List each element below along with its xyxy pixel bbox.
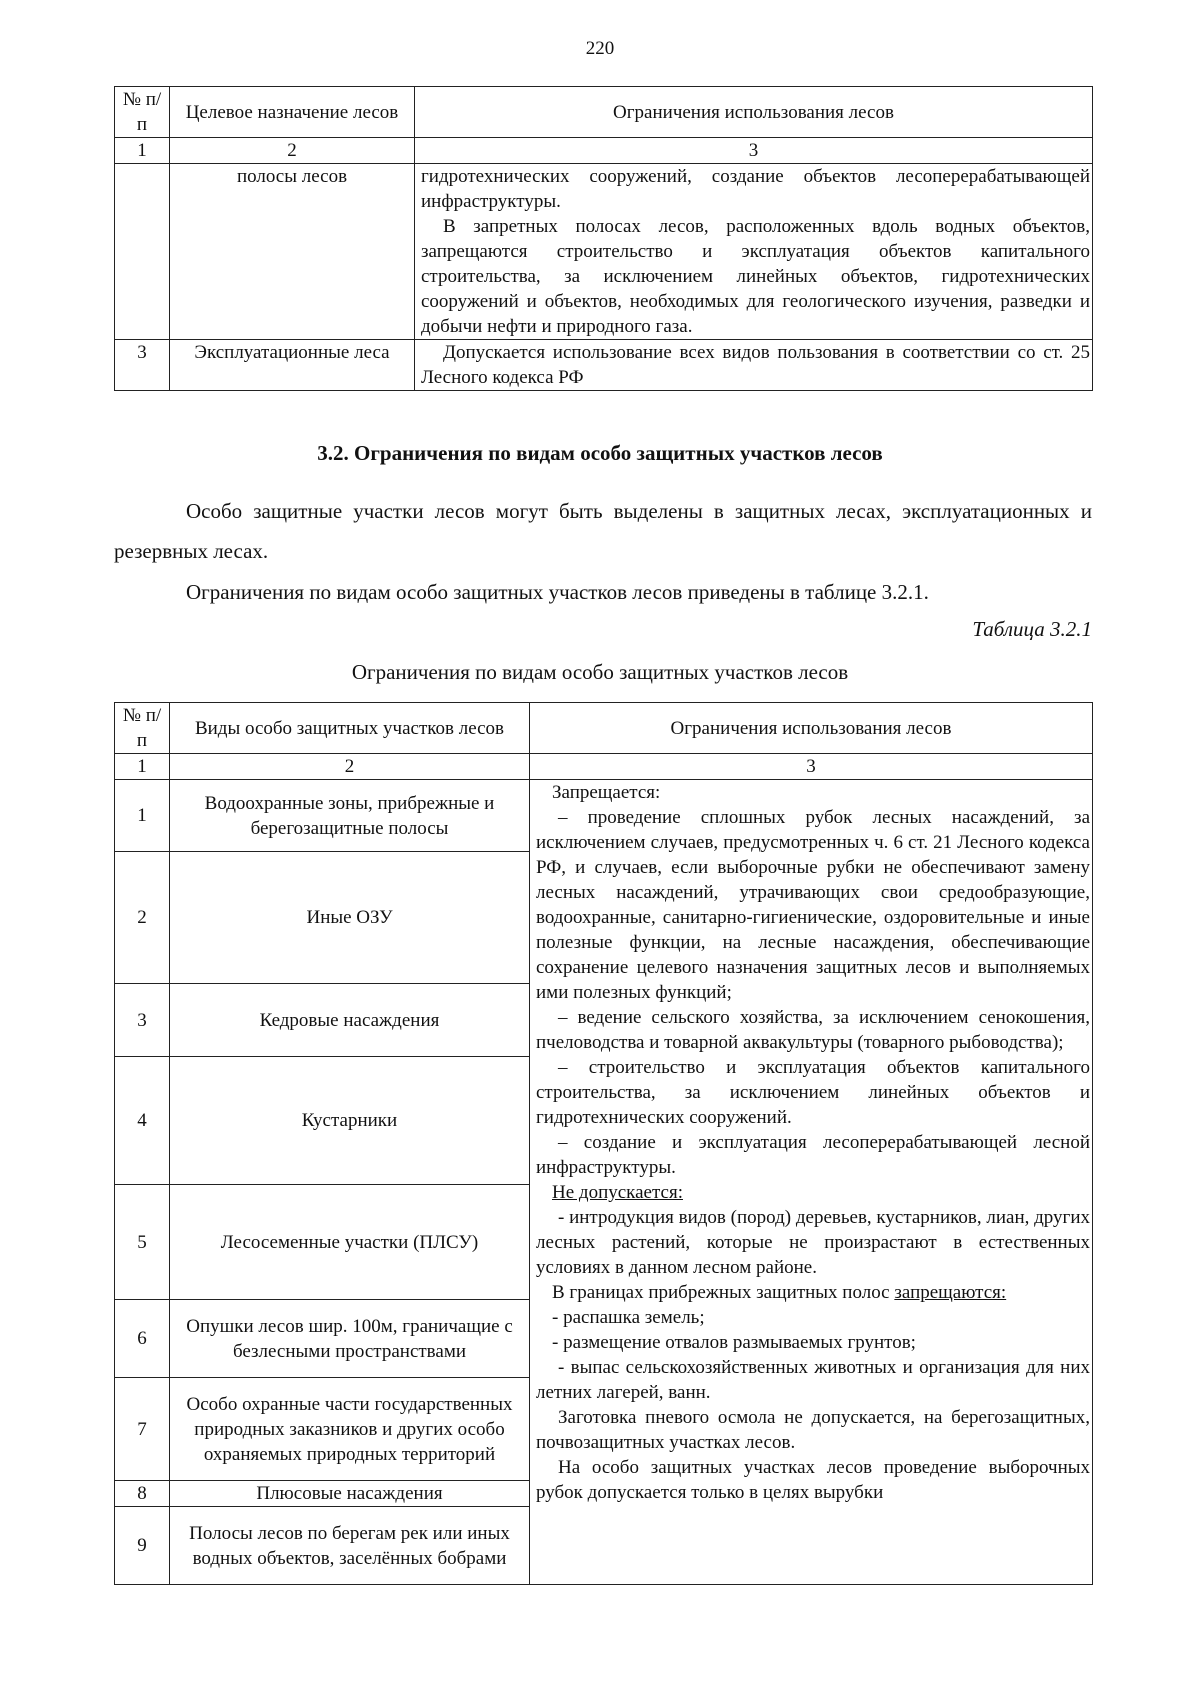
restrictions-cell [530, 780, 1093, 1585]
table-row [115, 780, 1093, 852]
coastal-intro [536, 1280, 1090, 1305]
header-restrictions: Ограничения использования лесов [415, 87, 1093, 138]
column-number: 1 [115, 138, 170, 164]
row-num: 3 [115, 984, 170, 1057]
row-num: 7 [115, 1378, 170, 1481]
row-type: Полосы лесов по берегам рек или иных водных объектов, заселённых бобрами [170, 1507, 530, 1585]
coastal-item: - размещение отвалов размываемых грунтов; [552, 1332, 916, 1353]
table-row [115, 340, 1093, 391]
section-heading: 3.2. Ограничения по видам особо защитных участков лесов [317, 441, 883, 465]
row-num: 4 [115, 1057, 170, 1185]
prohibited-item: – строительство и эксплуатация объектов капитального строительства, за исключением линейных объектов и гидротехнических сооружений. [536, 1057, 1090, 1128]
row-num: 1 [115, 780, 170, 852]
prohibited-item: – ведение сельского хозяйства, за исключением сенокошения, пчеловодства и товарной аквакультуры (товарного рыбоводства); [536, 1007, 1090, 1053]
row-num: 6 [115, 1300, 170, 1378]
body-paragraph: Ограничения по видам особо защитных участков лесов приведены в таблице 3.2.1. [186, 580, 929, 604]
row-num [115, 164, 170, 340]
row-type: Водоохранные зоны, прибрежные и берегозащитные полосы [170, 780, 530, 852]
row-type: Кустарники [170, 1057, 530, 1185]
row-num: 3 [115, 340, 170, 391]
prohibited-item: – создание и эксплуатация лесоперерабатывающей лесной инфраструктуры. [536, 1132, 1090, 1178]
prohibited-title: Запрещается: [552, 782, 661, 803]
row-type: Особо охранные части государственных природных заказников и других особо охраняемых природных территорий [170, 1378, 530, 1481]
restriction-text: Допускается использование всех видов пользования в соответствии со ст. 25 Лесного кодекса РФ [421, 342, 1090, 388]
column-number: 1 [115, 754, 170, 780]
not-allowed-title: Не допускается: [552, 1182, 683, 1203]
row-num: 2 [115, 852, 170, 984]
row-type: Кедровые насаждения [170, 984, 530, 1057]
prohibited-item: – проведение сплошных рубок лесных насаждений, за исключением случаев, предусмотренных ч. 6 ст. 21 Лесного кодекса РФ, и случаев, если выборочные рубки не обеспечивают замену лесных насаждений, утрачивающих свои средообразующие, водоохранные, санитарно-гигиенические, оздоровительные и иные полезные функции, на лесные насаждения, обеспечивающие сохранение целевого назначения защитных лесов и выполняемых ими полезных функций; [536, 807, 1090, 1003]
column-number: 3 [415, 138, 1093, 164]
resin-restriction: Заготовка пневого осмола не допускается, на берегозащитных, почвозащитных участках лесов. [536, 1407, 1090, 1453]
table-label: Таблица 3.2.1 [972, 617, 1092, 641]
header-num: № п/п [115, 87, 170, 138]
coastal-item: - распашка земель; [552, 1307, 705, 1328]
page-number: 220 [585, 38, 615, 59]
protective-areas-table [114, 702, 1093, 1585]
restriction-text: гидротехнических сооружений, создание объектов лесоперерабатывающей инфраструктуры. [421, 166, 1090, 212]
coastal-intro-text: В границах прибрежных защитных полос [552, 1282, 890, 1303]
header-num: № п/п [115, 703, 170, 754]
row-type: Лесосеменные участки (ПЛСУ) [170, 1185, 530, 1300]
row-purpose: полосы лесов [170, 164, 415, 340]
table-header-row [115, 703, 1093, 754]
row-num: 5 [115, 1185, 170, 1300]
row-purpose: Эксплуатационные леса [170, 340, 415, 391]
row-type: Опушки лесов шир. 100м, граничащие с безлесными пространствами [170, 1300, 530, 1378]
row-num: 8 [115, 1481, 170, 1507]
coastal-item: - выпас сельскохозяйственных животных и организация для них летних лагерей, ванн. [536, 1357, 1090, 1403]
table-row [115, 164, 1093, 340]
table-caption: Ограничения по видам особо защитных участков лесов [351, 660, 849, 684]
column-number-row [115, 138, 1093, 164]
column-number: 3 [530, 754, 1093, 780]
forest-purpose-table [114, 86, 1093, 391]
header-restrictions: Ограничения использования лесов [530, 703, 1093, 754]
column-number: 2 [170, 754, 530, 780]
row-type: Иные ОЗУ [170, 852, 530, 984]
row-restrictions [415, 340, 1093, 391]
coastal-prohibited: запрещаются: [894, 1282, 1007, 1303]
body-paragraph: Особо защитные участки лесов могут быть выделены в защитных лесах, эксплуатационных и резервных лесах. [114, 499, 1092, 563]
selective-felling: На особо защитных участках лесов проведение выборочных рубок допускается только в целях вырубки [536, 1457, 1090, 1503]
column-number-row [115, 754, 1093, 780]
column-number: 2 [170, 138, 415, 164]
header-type: Виды особо защитных участков лесов [170, 703, 530, 754]
not-allowed-item: - интродукция видов (пород) деревьев, кустарников, лиан, других лесных растений, которые не произрастают в естественных условиях в данном лесном районе. [536, 1207, 1090, 1278]
restriction-text: В запретных полосах лесов, расположенных вдоль водных объектов, запрещаются строительство и эксплуатация объектов капитального строительства, за исключением линейных объектов, гидротехнических сооружений и объектов, необходимых для геологического изучения, разведки и добычи нефти и природного газа. [421, 216, 1090, 337]
row-num: 9 [115, 1507, 170, 1585]
table-header-row [115, 87, 1093, 138]
row-type: Плюсовые насаждения [170, 1481, 530, 1507]
header-purpose: Целевое назначение лесов [170, 87, 415, 138]
row-restrictions [415, 164, 1093, 340]
